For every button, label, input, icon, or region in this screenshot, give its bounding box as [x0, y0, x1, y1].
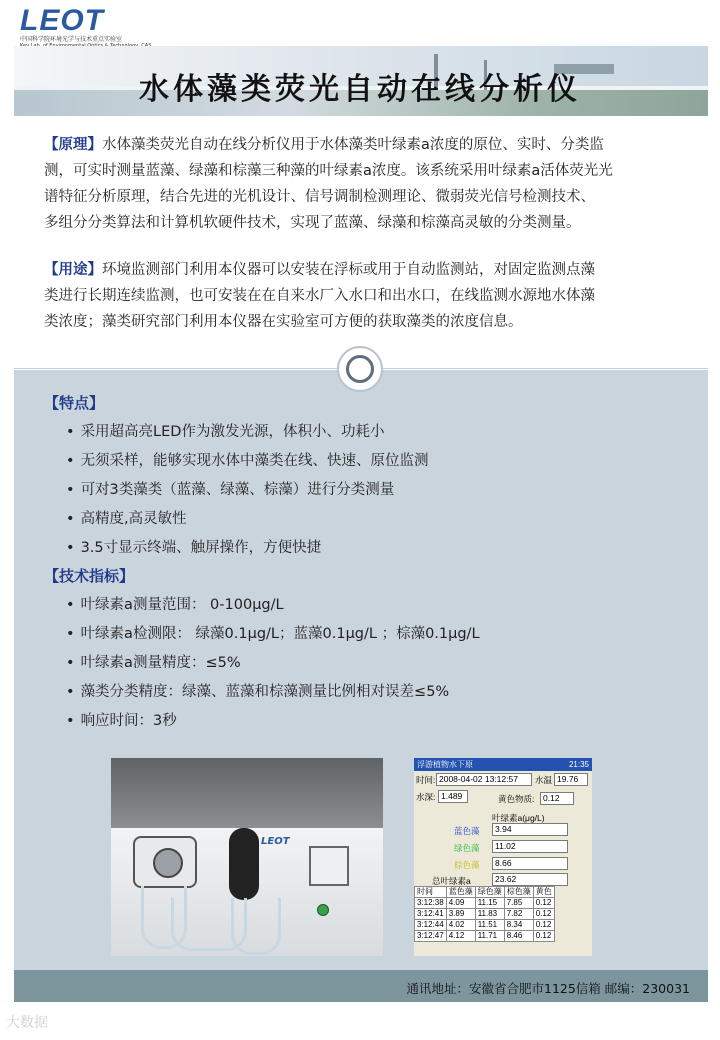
spec-item: • 叶绿素a测量范围： 0-100μg/L: [66, 593, 284, 614]
table-header: 时间: [415, 887, 447, 898]
table-cell: 11.51: [475, 920, 504, 931]
depth-field: 1.489: [438, 790, 468, 803]
depth-label: 水深:: [416, 792, 436, 802]
blue-algae-label: 蓝色藻: [454, 826, 480, 836]
spec-item: • 叶绿素a测量精度：≤5%: [66, 651, 241, 672]
lab-name-cn: 中国科学院环境光学与技术重点实验室: [20, 36, 123, 43]
table-cell: 3:12:44: [415, 920, 447, 931]
table-cell: 3:12:47: [415, 931, 447, 942]
table-cell: 4.12: [446, 931, 475, 942]
principle-text: 水体藻类荧光自动在线分析仪用于水体藻类叶绿素a浓度的原位、实时、分类监: [102, 137, 604, 153]
page-title: 水体藻类荧光自动在线分析仪: [139, 72, 581, 107]
usage-tag: 【用途】: [44, 262, 102, 278]
time-field: 2008-04-02 13:12:57: [436, 773, 532, 786]
total-chl-value: 23.62: [492, 873, 568, 886]
principle-line: [44, 132, 674, 158]
table-cell: 8.34: [504, 920, 533, 931]
principle-line: 谱特征分析原理，结合先进的光机设计、信号调制检测理论、微弱荧光信号检测技术、: [44, 189, 595, 205]
display-window: [309, 846, 349, 886]
table-cell: 8.46: [504, 931, 533, 942]
footer-bar: [14, 970, 708, 1002]
screen-title-bar: [414, 758, 592, 771]
peristaltic-pump: [133, 836, 197, 888]
logo-mark: LEOT: [20, 4, 104, 37]
principle-line: 多组分分类算法和计算机软硬件技术，实现了蓝藻、绿藻和棕藻高灵敏的分类测量。: [44, 215, 581, 231]
screen-clock: 21:35: [568, 760, 589, 769]
device-photo: [111, 758, 383, 956]
divider-circle-icon: [337, 346, 383, 392]
usage-paragraph: [44, 257, 674, 335]
table-cell: 7.85: [504, 898, 533, 909]
table-cell: 3:12:41: [415, 909, 447, 920]
yellow-label: 黄色物质:: [498, 794, 535, 804]
usage-text: 环境监测部门利用本仪器可以安装在浮标或用于自动监测站，对固定监测点藻: [102, 262, 595, 278]
table-header: 蓝色藻: [446, 887, 475, 898]
temp-label: 水温: [535, 775, 553, 785]
table-header-row: [415, 887, 555, 898]
leot-logo: [20, 6, 140, 50]
yellow-field: 0.12: [540, 792, 574, 805]
specs-heading: 【技术指标】: [44, 567, 135, 585]
time-label: 时间:: [416, 775, 436, 785]
table-header: 棕色藻: [504, 887, 533, 898]
device-logo: LEOT: [261, 836, 290, 847]
green-algae-value: 11.02: [492, 840, 568, 853]
brown-algae-label: 棕色藻: [454, 860, 480, 870]
feature-item: • 可对3类藻类（蓝藻、绿藻、棕藻）进行分类测量: [66, 478, 394, 499]
principle-paragraph: [44, 132, 674, 236]
total-chl-label: 总叶绿素a: [432, 876, 471, 886]
table-row: [415, 909, 555, 920]
table-row: [415, 898, 555, 909]
spec-item: • 藻类分类精度：绿藻、蓝藻和棕藻测量比例相对误差≤5%: [66, 680, 449, 701]
divider-ring: [346, 355, 374, 383]
feature-item: • 采用超高亮LED作为激发光源，体积小、功耗小: [66, 420, 384, 441]
feature-item: • 3.5寸显示终端、触屏操作，方便快捷: [66, 536, 321, 557]
history-table: [414, 886, 555, 942]
table-cell: 3:12:38: [415, 898, 447, 909]
spec-item: • 响应时间：3秒: [66, 709, 177, 730]
power-led-icon: [317, 904, 329, 916]
table-row: [415, 931, 555, 942]
brown-algae-value: 8.66: [492, 857, 568, 870]
table-cell: 0.12: [533, 909, 554, 920]
green-algae-label: 绿色藻: [454, 843, 480, 853]
table-row: [415, 920, 555, 931]
tube: [231, 898, 281, 955]
table-cell: 4.02: [446, 920, 475, 931]
features-heading: 【特点】: [44, 394, 105, 412]
principle-line: 测，可实时测量蓝藻、绿藻和棕藻三种藻的叶绿素a浓度。该系统采用叶绿素a活体荧光光: [44, 163, 613, 179]
table-cell: 0.12: [533, 898, 554, 909]
flow-cell: [229, 828, 259, 900]
usage-line: 类浓度；藻类研究部门利用本仪器在实验室可方便的获取藻类的浓度信息。: [44, 314, 523, 330]
temp-field: 19.76: [554, 773, 588, 786]
usage-line: [44, 257, 674, 283]
table-cell: 0.12: [533, 920, 554, 931]
table-cell: 4.09: [446, 898, 475, 909]
blue-algae-value: 3.94: [492, 823, 568, 836]
divider-line-right: [383, 368, 708, 369]
device-screen-capture: [414, 758, 592, 956]
feature-item: • 无须采样，能够实现水体中藻类在线、快速、原位监测: [66, 449, 429, 470]
divider-line-left: [14, 368, 337, 369]
table-header: 绿色藻: [475, 887, 504, 898]
table-cell: 3.89: [446, 909, 475, 920]
table-cell: 11.71: [475, 931, 504, 942]
table-header: 黄色: [533, 887, 554, 898]
watermark: 大数据: [6, 1015, 48, 1031]
contact-address: 通讯地址：安徽省合肥市1125信箱 邮编：230031: [406, 981, 690, 996]
chl-header: 叶绿素a(μg/L): [492, 813, 545, 823]
table-cell: 0.12: [533, 931, 554, 942]
principle-tag: 【原理】: [44, 137, 102, 153]
table-cell: 11.83: [475, 909, 504, 920]
feature-item: • 高精度,高灵敏性: [66, 507, 187, 528]
usage-line: 类进行长期连续监测，也可安装在在自来水厂入水口和出水口，在线监测水源地水体藻: [44, 288, 595, 304]
device-top-cover: [111, 758, 383, 828]
pump-rotor: [153, 848, 183, 878]
spec-item: • 叶绿素a检测限： 绿藻0.1μg/L；蓝藻0.1μg/L ；棕藻0.1μg/L: [66, 622, 480, 643]
table-cell: 11.15: [475, 898, 504, 909]
screen-title: 浮游植物水下原: [417, 760, 473, 769]
table-cell: 7.82: [504, 909, 533, 920]
